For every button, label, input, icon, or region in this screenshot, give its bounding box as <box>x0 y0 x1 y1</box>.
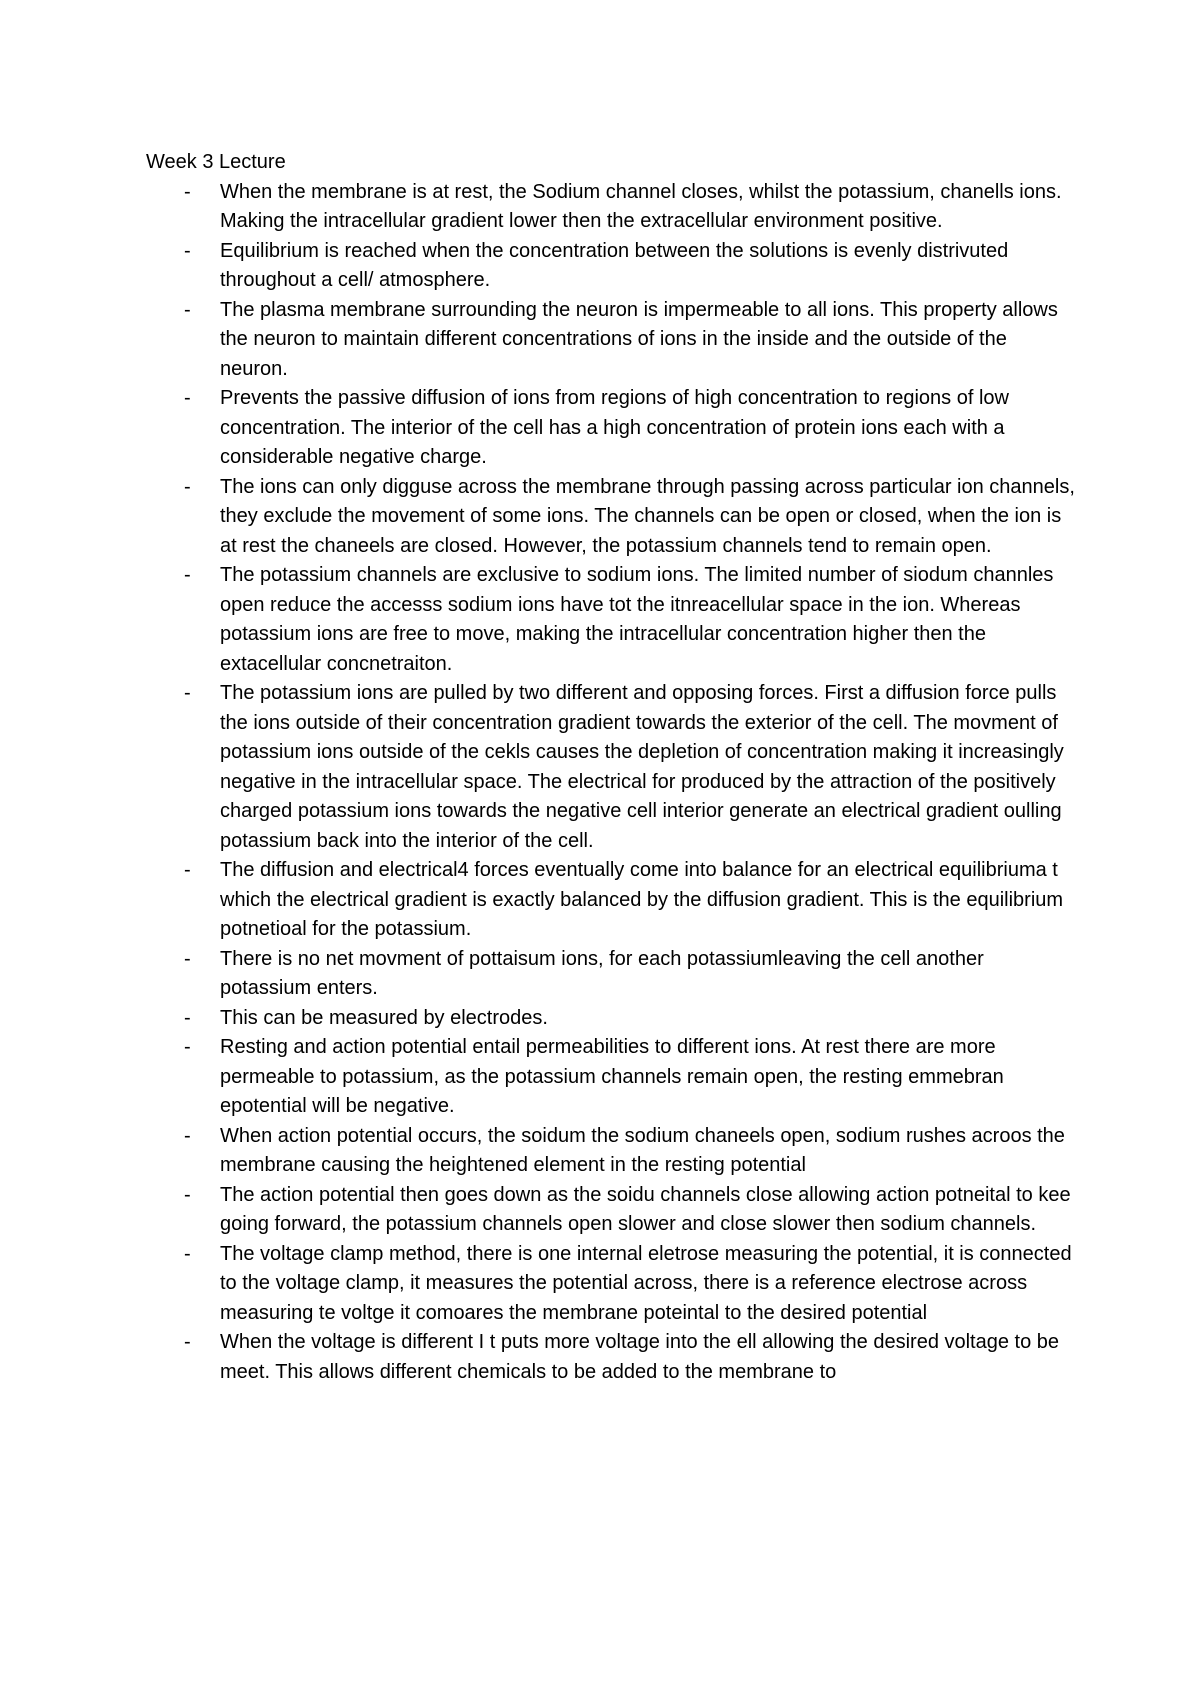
bullet-text: The plasma membrane surrounding the neuron is impermeable to all ions. This property allows the neuron to maintain different concentrations of ions in the inside and the outside of the neuron. <box>220 298 1058 380</box>
bullet-text: Resting and action potential entail permeabilities to different ions. At rest there are more permeable to potassium, as the potassium channels remain open, the resting emmebran epotential will be negative. <box>220 1036 1004 1117</box>
bullet-text: When the membrane is at rest, the Sodium channel closes, whilst the potassium, chanells ions. Making the intracellular gradient lower then the extracellular environment positive. <box>220 180 1062 232</box>
bullet-dash: - <box>184 239 191 262</box>
bullet-dash: - <box>184 475 191 498</box>
page-title: Week 3 Lecture <box>146 151 286 173</box>
bullet-dash: - <box>184 180 191 203</box>
list-item <box>146 237 1076 296</box>
list-item <box>146 856 1076 945</box>
list-item <box>146 1328 1076 1387</box>
bullet-text: The ions can only digguse across the membrane through passing across particular ion channels, they exclude the movement of some ions. The channels can be open or closed, when the ion is at rest the chaneels are closed. However, the potassium channels tend to remain open. <box>220 475 1075 557</box>
list-item <box>146 679 1076 856</box>
bullet-text: The diffusion and electrical4 forces eventually come into balance for an electrical equilibriuma t which the electrical gradient is exactly balanced by the diffusion gradient. This is the equilibrium potnetioal for the potassium. <box>220 859 1064 940</box>
bullet-text: Equilibrium is reached when the concentration between the solutions is evenly distrivuted throughout a cell/ atmosphere. <box>220 239 1009 291</box>
list-item <box>146 473 1076 562</box>
list-item <box>146 1033 1076 1122</box>
bullet-text: The potassium channels are exclusive to sodium ions. The limited number of siodum channles open reduce the accesss sodium ions have tot the itnreacellular space in the ion. Whereas potassium ions are free to move, making the intracellular concentration higher then the extacellular concnetraiton. <box>220 564 1054 675</box>
bullet-dash: - <box>184 298 191 321</box>
bullet-dash: - <box>184 1036 191 1058</box>
bullet-text: The potassium ions are pulled by two different and opposing forces. First a diffusion force pulls the ions outside of their concentration gradient towards the exterior of the cell. The movment of potassium ions outside of the cekls causes the depletion of concentration making it increasingly negative in the intracellular space. The electrical for produced by the attraction of the positively charged potassium ions towards the negative cell interior generate an electrical gradient oulling potassium back into the interior of the cell. <box>220 682 1064 852</box>
bullet-dash: - <box>184 1242 191 1265</box>
bullet-text: When action potential occurs, the soidum the sodium chaneels open, sodium rushes acroos the membrane causing the heightened element in the resting potential <box>220 1124 1065 1176</box>
list-item <box>146 178 1076 237</box>
list-item <box>146 1004 1076 1034</box>
list-item <box>146 1181 1076 1240</box>
list-item <box>146 296 1076 385</box>
bullet-dash: - <box>184 387 191 409</box>
bullet-dash: - <box>184 1124 191 1147</box>
bullet-dash: - <box>184 564 191 586</box>
bullet-dash: - <box>184 1183 191 1206</box>
bullet-dash: - <box>184 1006 191 1029</box>
list-item <box>146 384 1076 473</box>
bullet-text: Prevents the passive diffusion of ions from regions of high concentration to regions of low concentration. The interior of the cell has a high concentration of protein ions each with a considerable negative charge. <box>220 387 1009 468</box>
list-item <box>146 1240 1076 1329</box>
bullet-dash: - <box>184 947 191 970</box>
bullet-dash: - <box>184 682 191 704</box>
bullet-dash: - <box>184 859 191 881</box>
bullet-dash: - <box>184 1331 191 1353</box>
bullet-text: When the voltage is different I t puts more voltage into the ell allowing the desired voltage to be meet. This allows different chemicals to be added to the membrane to <box>220 1331 1060 1383</box>
document-body <box>146 148 1076 1387</box>
bullet-text: The voltage clamp method, there is one internal eletrose measuring the potential, it is connected to the voltage clamp, it measures the potential across, there is a reference electrose across measuring te voltge it comoares the membrane poteintal to the desired potential <box>220 1242 1072 1324</box>
bullet-text: There is no net movment of pottaisum ions, for each potassiumleaving the cell another potassium enters. <box>220 947 984 999</box>
list-item <box>146 1122 1076 1181</box>
bullet-list <box>146 178 1076 1388</box>
bullet-text: The action potential then goes down as the soidu channels close allowing action potneital to kee going forward, the potassium channels open slower and close slower then sodium channels. <box>220 1183 1071 1235</box>
list-item <box>146 561 1076 679</box>
bullet-text: This can be measured by electrodes. <box>220 1006 548 1029</box>
list-item <box>146 945 1076 1004</box>
